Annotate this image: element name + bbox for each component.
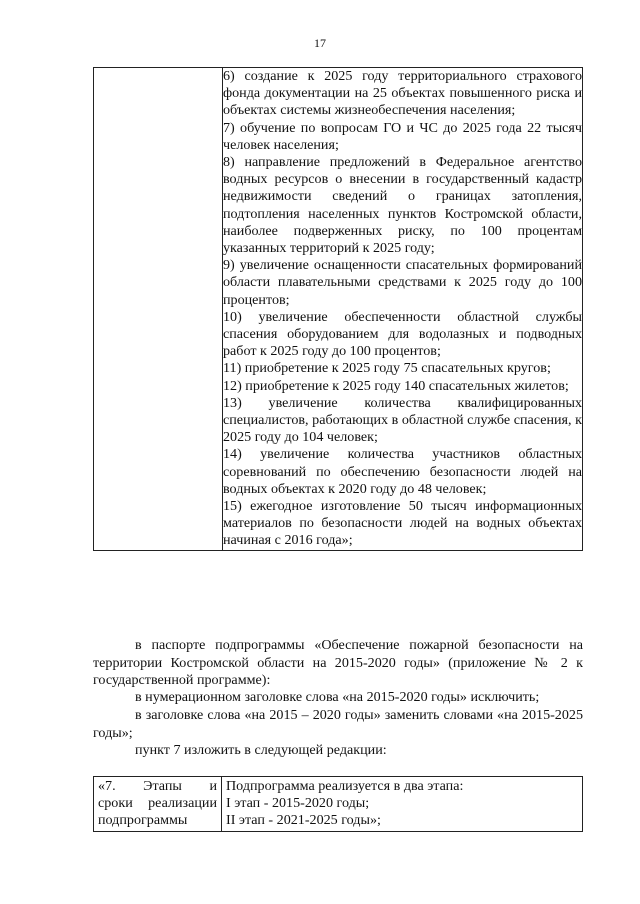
stages-label-line: подпрограммы: [98, 812, 188, 829]
indicator-item: 8) направление предложений в Федеральное агентство водных ресурсов о внесении в государственный кадастр недвижимости сведений о границах затопления, подтопления населенных пунктов Костромской области, наиболее подверженных риску, по 100 процентам указанных территорий к 2025 году;: [223, 154, 582, 257]
stages-label-cell: [94, 777, 222, 832]
table-cell-indicators: [223, 68, 583, 551]
indicator-item: 14) увеличение количества участников областных соревнований по обеспечению безопасности людей на водных объектах к 2020 году до 48 человек;: [223, 446, 582, 497]
indicator-item: 9) увеличение оснащенности спасательных формирований области плавательными средствами к 2025 году до 100 процентов;: [223, 257, 582, 308]
paragraph-passport: в паспорте подпрограммы «Обеспечение пожарной безопасности на территории Костромской области на 2015-2020 годы» (приложение № 2 к государственной программе):: [93, 637, 583, 689]
stages-value-cell: [222, 777, 583, 832]
stages-value-line: Подпрограмма реализуется в два этапа:: [226, 778, 464, 794]
stages-value-line: II этап - 2021-2025 годы»;: [226, 812, 381, 829]
table-row: [94, 777, 583, 832]
table-row: [94, 68, 583, 551]
indicator-item: 13) увеличение количества квалифицированных специалистов, работающих в областной службе спасения, к 2025 году до 104 человек;: [223, 394, 582, 446]
stages-label-line: сроки реализации: [98, 795, 217, 812]
indicator-item: 12) приобретение к 2025 году 140 спасательных жилетов;: [223, 377, 569, 394]
indicator-item: 11) приобретение к 2025 году 75 спасательных кругов;: [223, 360, 551, 377]
indicator-item: 10) увеличение обеспеченности областной службы спасения оборудованием для водолазных и подводных работ к 2025 году до 100 процентов;: [223, 308, 582, 360]
stages-label-line: «7. Этапы и: [98, 778, 217, 794]
table-cell-empty: [94, 68, 223, 551]
paragraph-title: в заголовке слова «на 2015 – 2020 годы» заменить словами «на 2015-2025 годы»;: [93, 707, 583, 741]
indicator-item: 15) ежегодное изготовление 50 тысяч информационных материалов по безопасности людей на водных объектах начиная с 2016 года»;: [223, 498, 582, 549]
indicator-item: 6) создание к 2025 году территориального страхового фонда документации на 25 объектах повышенного риска и объектах системы жизнеобеспечения населения;: [223, 68, 582, 119]
stages-table: [93, 776, 583, 832]
stages-value-line: I этап - 2015-2020 годы;: [226, 795, 370, 812]
paragraph-point7: пункт 7 изложить в следующей редакции:: [135, 742, 387, 758]
indicator-item: 7) обучение по вопросам ГО и ЧС до 2025 года 22 тысяч человек населения;: [223, 119, 582, 153]
indicators-table: [93, 67, 583, 551]
paragraph-numbering: в нумерационном заголовке слова «на 2015-2020 годы» исключить;: [135, 689, 540, 705]
page-number: 17: [314, 36, 326, 50]
